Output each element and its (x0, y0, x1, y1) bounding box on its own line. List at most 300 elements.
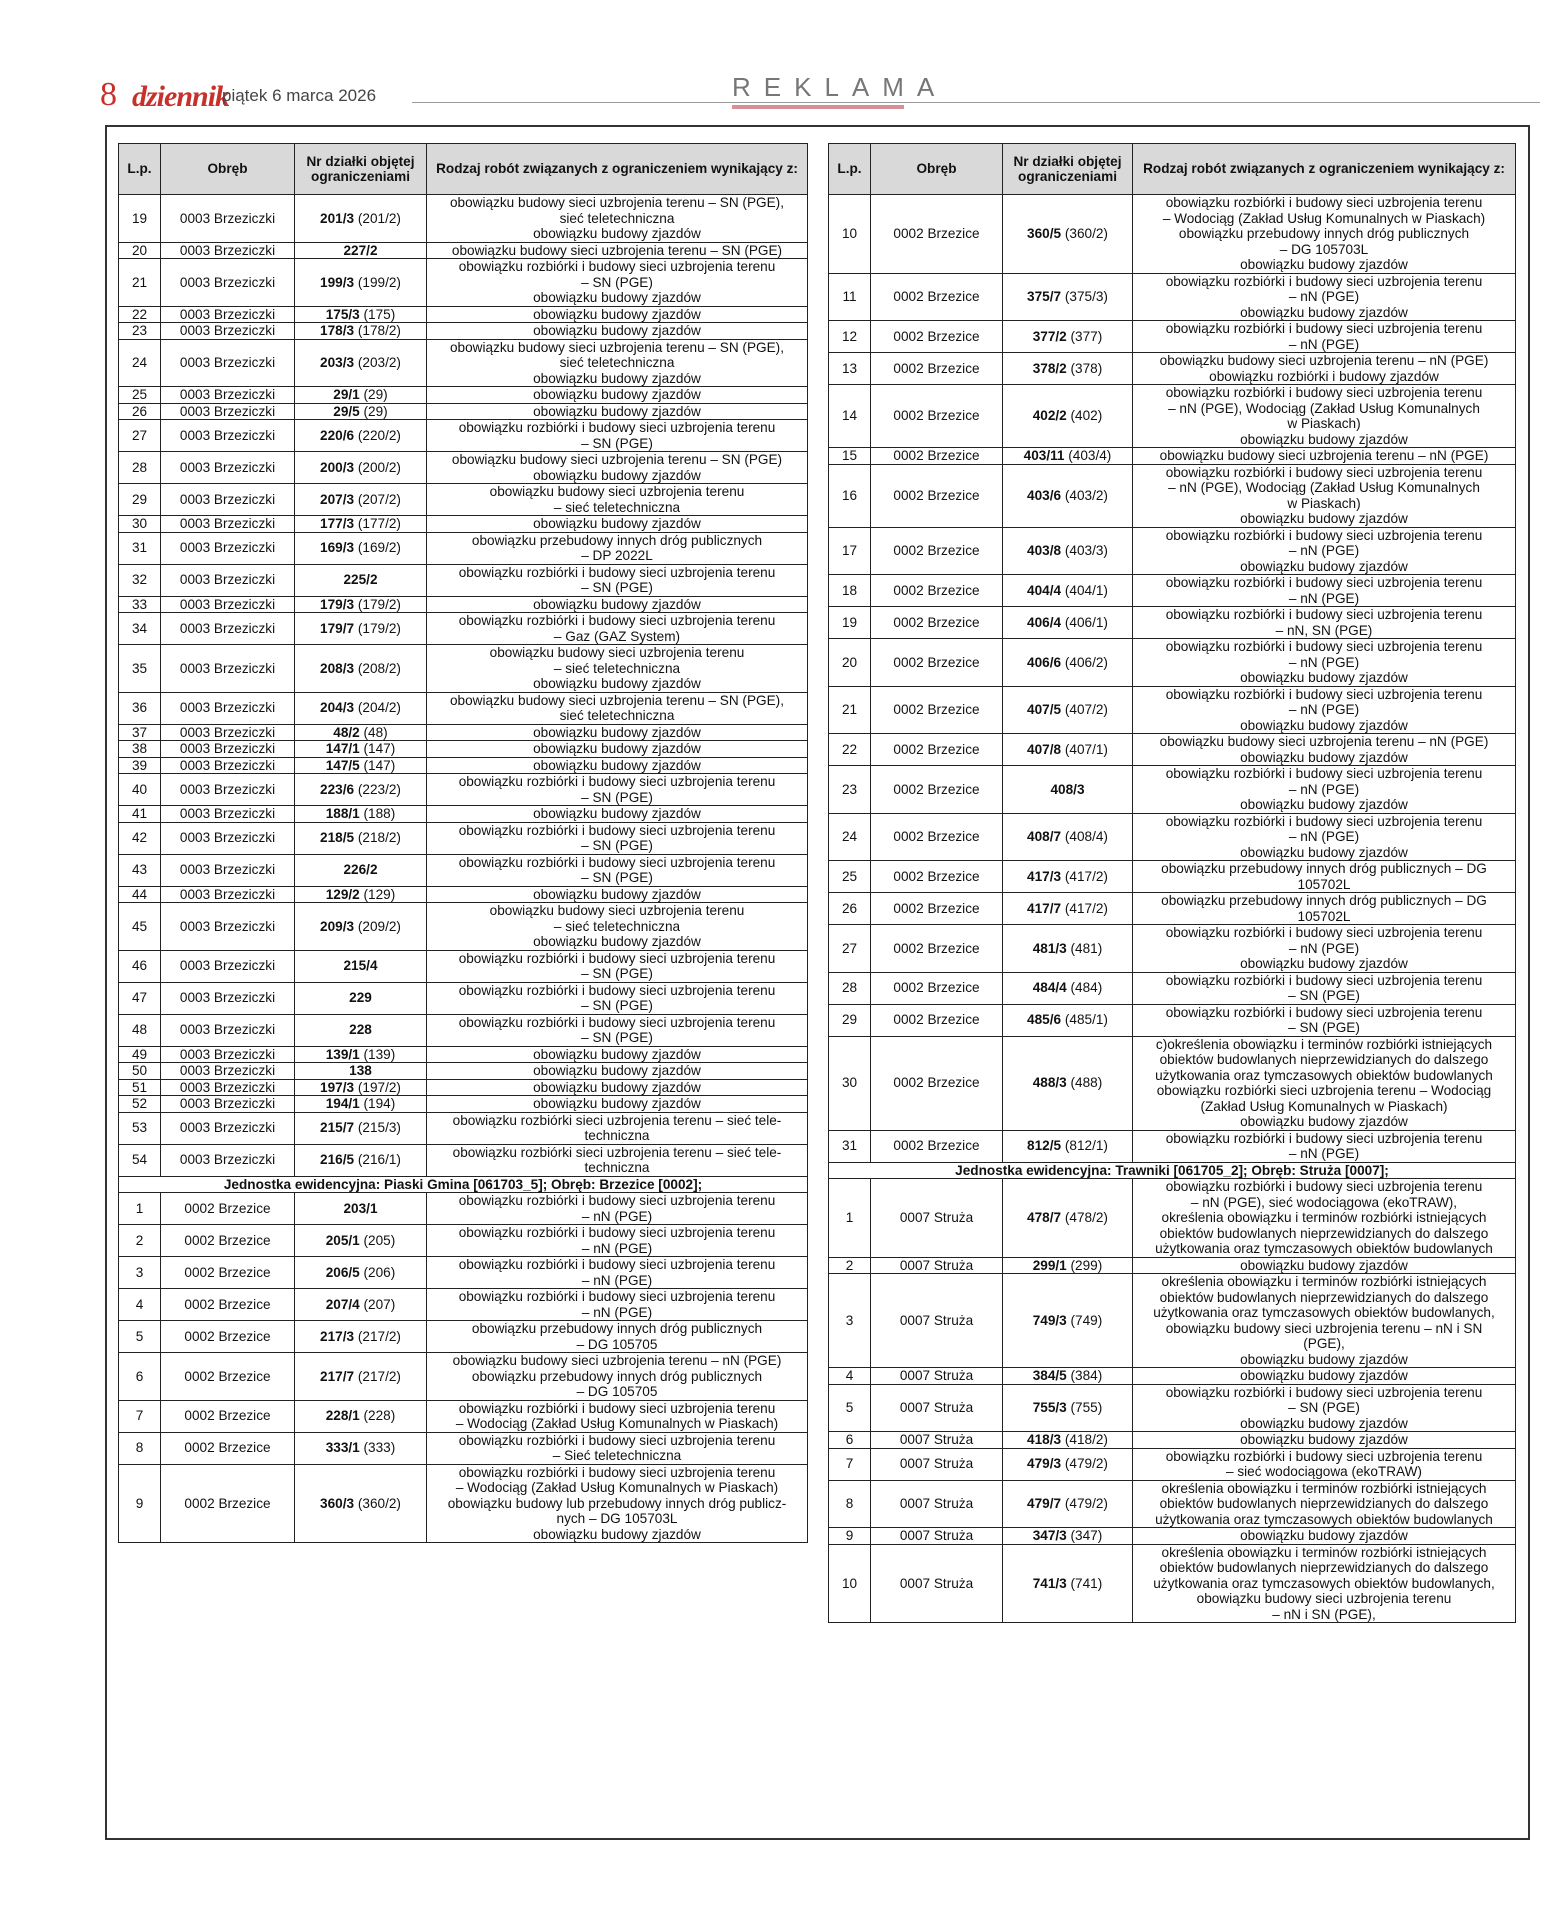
cell-nr (295, 1144, 427, 1176)
parcel-old-number: (418/2) (1064, 1432, 1108, 1447)
cell-obreb: 0007 Struża (871, 1432, 1003, 1449)
cell-obreb: 0003 Brzeziczki (161, 306, 295, 323)
cell-rodzaj: obowiązku rozbiórki i budowy sieci uzbrojenia terenu – nN (PGE) obowiązku budowy zjazdów (1133, 639, 1516, 687)
cell-rodzaj: obowiązku budowy zjazdów (1133, 1257, 1516, 1274)
cell-obreb: 0002 Brzezice (871, 813, 1003, 861)
cell-lp: 14 (829, 385, 871, 448)
parcel-old-number: (199/2) (357, 274, 401, 290)
cell-nr (1003, 273, 1133, 321)
parcel-number: 225/2 (343, 572, 378, 588)
cell-lp: 43 (119, 854, 161, 886)
cell-nr (1003, 1004, 1133, 1036)
cell-rodzaj: obowiązku rozbiórki i budowy sieci uzbrojenia terenu – nN, SN (PGE) (1133, 607, 1516, 639)
cell-nr (1003, 1384, 1133, 1432)
cell-lp: 1 (829, 1179, 871, 1258)
table-row (119, 1289, 808, 1321)
cell-rodzaj: obowiązku przebudowy innych dróg publicznych – DG 105702L (1133, 861, 1516, 893)
cell-nr (295, 596, 427, 613)
table-row (829, 1544, 1516, 1623)
parcel-number: 203/1 (343, 1200, 378, 1216)
parcel-number: 203/3 (320, 355, 355, 370)
cell-nr (1003, 575, 1133, 607)
cell-rodzaj: obowiązku budowy sieci uzbrojenia terenu – SN (PGE) obowiązku budowy zjazdów (427, 452, 808, 484)
parcel-old-number: (228) (363, 1408, 396, 1424)
cell-rodzaj: obowiązku budowy zjazdów (427, 403, 808, 420)
cell-obreb: 0007 Struża (871, 1274, 1003, 1368)
table-row (829, 1274, 1516, 1368)
parcel-old-number: (201/2) (357, 210, 401, 226)
table-row (829, 639, 1516, 687)
cell-rodzaj: obowiązku rozbiórki i budowy sieci uzbrojenia terenu – SN (PGE) (427, 774, 808, 806)
cell-nr (295, 1257, 427, 1289)
cell-obreb: 0002 Brzezice (871, 448, 1003, 465)
parcel-old-number: (216/1) (357, 1152, 401, 1168)
parcel-number: 228/1 (325, 1408, 360, 1424)
parcel-number: 216/5 (320, 1152, 355, 1168)
cell-rodzaj: obowiązku rozbiórki i budowy sieci uzbrojenia terenu – Wodociąg (Zakład Usług Komunalnych w Piaskach) obowiązku budowy lub przebudowy innych dróg publicz- nych – DG 105703L obowiązku budowy zjazdów (427, 1464, 808, 1543)
parcel-old-number: (178/2) (357, 323, 401, 338)
cell-lp: 15 (829, 448, 871, 465)
cell-rodzaj: obowiązku budowy zjazdów (427, 757, 808, 774)
cell-lp: 16 (829, 464, 871, 527)
parcel-number: 418/3 (1027, 1432, 1062, 1447)
cell-nr (1003, 1257, 1133, 1274)
parcel-number: 220/6 (320, 427, 355, 443)
table-row (119, 982, 808, 1014)
cell-lp: 20 (119, 242, 161, 259)
cell-obreb: 0003 Brzeziczki (161, 1096, 295, 1113)
parcel-number: 199/3 (320, 274, 355, 290)
parcel-number: 360/5 (1027, 226, 1062, 241)
cell-lp: 37 (119, 724, 161, 741)
cell-obreb: 0003 Brzeziczki (161, 195, 295, 243)
parcel-old-number: (488) (1070, 1075, 1103, 1091)
cell-obreb: 0002 Brzezice (871, 464, 1003, 527)
cell-obreb: 0003 Brzeziczki (161, 1079, 295, 1096)
table-row (829, 1432, 1516, 1449)
parcel-number: 197/3 (320, 1079, 355, 1095)
parcel-old-number: (484) (1070, 980, 1103, 996)
parcel-number: 478/7 (1027, 1210, 1062, 1225)
parcel-number: 403/8 (1027, 543, 1062, 558)
table-row (119, 242, 808, 259)
cell-obreb: 0007 Struża (871, 1179, 1003, 1258)
cell-lp: 31 (119, 532, 161, 564)
parcel-number: 403/6 (1027, 487, 1062, 503)
cell-obreb: 0002 Brzezice (871, 575, 1003, 607)
table-row (829, 527, 1516, 575)
parcel-old-number: (217/2) (357, 1368, 401, 1384)
cell-rodzaj: obowiązku budowy sieci uzbrojenia terenu – nN (PGE) obowiązku rozbiórki i budowy zjazdów (1133, 353, 1516, 385)
section-label: REKLAMA (732, 72, 948, 102)
cell-rodzaj: obowiązku budowy zjazdów (427, 741, 808, 758)
cell-lp: 8 (119, 1432, 161, 1464)
cell-lp: 20 (829, 639, 871, 687)
cell-obreb: 0007 Struża (871, 1384, 1003, 1432)
parcel-number: 175/3 (325, 306, 360, 322)
parcel-number: 218/5 (320, 830, 355, 846)
parcel-number: 227/2 (343, 242, 378, 258)
parcel-number: 484/4 (1032, 980, 1067, 996)
table-row (119, 1464, 808, 1543)
parcels-table-left (118, 143, 808, 1543)
parcel-number: 48/2 (333, 724, 360, 740)
cell-obreb: 0003 Brzeziczki (161, 645, 295, 693)
cell-rodzaj: obowiązku budowy zjazdów (427, 1063, 808, 1080)
table-body-left (119, 195, 808, 1543)
cell-rodzaj: obowiązku budowy sieci uzbrojenia terenu – SN (PGE) (427, 242, 808, 259)
parcel-old-number: (407/1) (1064, 741, 1108, 757)
cell-lp: 39 (119, 757, 161, 774)
cell-rodzaj: określenia obowiązku i terminów rozbiórki istniejących obiektów budowlanych nieprzewidzianych do dalszego użytkowania oraz tymczasowych obiektów budowlanych, obowiązku budowy sieci uzbrojenia terenu – nN i SN (PGE), (1133, 1544, 1516, 1623)
cell-nr (295, 323, 427, 340)
cell-lp: 49 (119, 1046, 161, 1063)
cell-nr (1003, 925, 1133, 973)
table-row (119, 1046, 808, 1063)
cell-obreb: 0003 Brzeziczki (161, 242, 295, 259)
cell-rodzaj: obowiązku rozbiórki sieci uzbrojenia terenu – sieć tele- techniczna (427, 1112, 808, 1144)
cell-nr (295, 452, 427, 484)
section-heading: Jednostka ewidencyjna: Piaski Gmina [061703_5]; Obręb: Brzezice [0002]; (119, 1176, 808, 1193)
table-row (119, 886, 808, 903)
cell-nr (295, 806, 427, 823)
cell-lp: 54 (119, 1144, 161, 1176)
cell-nr (1003, 321, 1133, 353)
parcel-old-number: (203/2) (357, 355, 401, 370)
parcel-old-number: (406/1) (1064, 614, 1108, 630)
table-row (829, 734, 1516, 766)
cell-obreb: 0003 Brzeziczki (161, 822, 295, 854)
cell-lp: 17 (829, 527, 871, 575)
cell-rodzaj: obowiązku rozbiórki i budowy sieci uzbrojenia terenu – nN (PGE) (1133, 575, 1516, 607)
table-row (119, 854, 808, 886)
parcel-old-number: (209/2) (357, 918, 401, 934)
parcel-number: 129/2 (325, 886, 360, 902)
cell-lp: 30 (829, 1036, 871, 1130)
table-row (119, 1400, 808, 1432)
parcel-number: 215/4 (343, 958, 378, 974)
parcel-number: 188/1 (325, 806, 360, 821)
cell-rodzaj: obowiązku budowy sieci uzbrojenia terenu – sieć teletechniczna obowiązku budowy zjazdów (427, 645, 808, 693)
parcel-number: 403/11 (1023, 448, 1065, 463)
cell-rodzaj: obowiązku budowy sieci uzbrojenia terenu – nN (PGE) obowiązku przebudowy innych dróg publicznych – DG 105705 (427, 1353, 808, 1401)
cell-nr (295, 692, 427, 724)
parcel-old-number: (175) (363, 306, 396, 322)
col-nr: Nr działki objętej ograniczeniami (295, 144, 427, 195)
section-underline (732, 105, 904, 109)
cell-nr (295, 1353, 427, 1401)
table-row (119, 1079, 808, 1096)
parcel-number: 479/7 (1027, 1496, 1062, 1511)
cell-obreb: 0002 Brzezice (871, 353, 1003, 385)
cell-rodzaj: obowiązku budowy sieci uzbrojenia terenu – SN (PGE), sieć teletechniczna (427, 692, 808, 724)
parcel-old-number: (360/2) (1064, 226, 1108, 241)
cell-lp: 6 (829, 1432, 871, 1449)
cell-nr (295, 1321, 427, 1353)
cell-obreb: 0003 Brzeziczki (161, 1014, 295, 1046)
table-row (119, 1257, 808, 1289)
parcel-number: 29/5 (333, 403, 360, 419)
col-nr: Nr działki objętej ograniczeniami (1003, 144, 1133, 195)
table-row (119, 596, 808, 613)
parcel-number: 217/3 (320, 1328, 355, 1344)
cell-obreb: 0003 Brzeziczki (161, 741, 295, 758)
cell-nr (295, 741, 427, 758)
table-row (119, 1014, 808, 1046)
parcel-number: 360/3 (320, 1495, 355, 1511)
cell-lp: 21 (829, 686, 871, 734)
table-row (119, 806, 808, 823)
cell-nr (295, 854, 427, 886)
cell-rodzaj: obowiązku rozbiórki i budowy sieci uzbrojenia terenu – SN (PGE) (427, 564, 808, 596)
cell-lp: 52 (119, 1096, 161, 1113)
parcel-number: 347/3 (1032, 1528, 1067, 1543)
cell-rodzaj: c)określenia obowiązku i terminów rozbiórki istniejących obiektów budowlanych nieprzewidzianych do dalszego użytkowania oraz tymczasowych obiektów budowlanych obowiązku rozbiórki sieci uzbrojenia terenu – Wodociąg (Zakład Usług Komunalnych w Piaskach) obowiązku budowy zjazdów (1133, 1036, 1516, 1130)
parcel-old-number: (478/2) (1064, 1210, 1108, 1225)
cell-rodzaj: obowiązku budowy zjazdów (427, 306, 808, 323)
section-row (119, 1176, 808, 1193)
cell-lp: 24 (829, 813, 871, 861)
cell-lp: 47 (119, 982, 161, 1014)
col-obreb: Obręb (871, 144, 1003, 195)
table-row (829, 273, 1516, 321)
cell-lp: 2 (119, 1225, 161, 1257)
cell-lp: 36 (119, 692, 161, 724)
table-body-right (829, 195, 1516, 1623)
parcel-old-number: (403/2) (1064, 487, 1108, 503)
cell-nr (1003, 639, 1133, 687)
parcel-old-number: (179/2) (357, 596, 401, 612)
table-row (829, 1448, 1516, 1480)
cell-nr (295, 1289, 427, 1321)
table-row (829, 893, 1516, 925)
cell-obreb: 0003 Brzeziczki (161, 516, 295, 533)
col-rodzaj: Rodzaj robót związanych z ograniczeniem wynikający z: (427, 144, 808, 195)
table-row (119, 1112, 808, 1144)
table-row (829, 385, 1516, 448)
col-lp: L.p. (119, 144, 161, 195)
cell-lp: 45 (119, 903, 161, 951)
cell-nr (295, 1432, 427, 1464)
table-row (829, 1130, 1516, 1162)
cell-obreb: 0002 Brzezice (871, 1004, 1003, 1036)
col-rodzaj: Rodzaj robót związanych z ograniczeniem wynikający z: (1133, 144, 1516, 195)
parcel-number: 417/7 (1027, 900, 1062, 916)
cell-nr (295, 259, 427, 307)
cell-lp: 2 (829, 1257, 871, 1274)
cell-rodzaj: obowiązku rozbiórki i budowy sieci uzbrojenia terenu – SN (PGE) (427, 420, 808, 452)
cell-nr (295, 886, 427, 903)
cell-rodzaj: obowiązku rozbiórki i budowy sieci uzbrojenia terenu – nN (PGE), sieć wodociągowa (ekoTRAW), określenia obowiązku i terminów rozbiórki istniejących obiektów budowlanych nieprzewidzianych do dalszego użytkowania oraz tymczasowych obiektów budowlanych (1133, 1179, 1516, 1258)
cell-nr (1003, 464, 1133, 527)
parcel-number: 749/3 (1032, 1312, 1067, 1328)
cell-obreb: 0002 Brzezice (871, 972, 1003, 1004)
cell-rodzaj: obowiązku rozbiórki i budowy sieci uzbrojenia terenu – Sieć teletechniczna (427, 1432, 808, 1464)
parcel-number: 741/3 (1032, 1575, 1067, 1591)
cell-lp: 27 (119, 420, 161, 452)
cell-lp: 8 (829, 1480, 871, 1528)
cell-nr (1003, 893, 1133, 925)
cell-obreb: 0002 Brzezice (871, 607, 1003, 639)
cell-obreb: 0002 Brzezice (161, 1257, 295, 1289)
cell-rodzaj: obowiązku budowy sieci uzbrojenia terenu – SN (PGE), sieć teletechniczna obowiązku budowy zjazdów (427, 339, 808, 387)
cell-nr (295, 1400, 427, 1432)
col-obreb: Obręb (161, 144, 295, 195)
cell-lp: 3 (119, 1257, 161, 1289)
cell-rodzaj: obowiązku rozbiórki i budowy sieci uzbrojenia terenu – sieć wodociągowa (ekoTRAW) (1133, 1448, 1516, 1480)
cell-lp: 9 (119, 1464, 161, 1543)
cell-lp: 40 (119, 774, 161, 806)
table-row (119, 516, 808, 533)
parcel-number: 375/7 (1027, 289, 1062, 304)
cell-obreb: 0002 Brzezice (161, 1400, 295, 1432)
parcel-old-number: (200/2) (357, 459, 401, 475)
parcel-number: 417/3 (1027, 868, 1062, 884)
cell-lp: 19 (119, 195, 161, 243)
parcel-number: 207/3 (320, 491, 355, 507)
cell-lp: 35 (119, 645, 161, 693)
table-row (829, 321, 1516, 353)
cell-obreb: 0003 Brzeziczki (161, 854, 295, 886)
table-row (829, 1480, 1516, 1528)
parcel-old-number: (403/3) (1064, 543, 1108, 558)
table-row (119, 1063, 808, 1080)
cell-nr (295, 403, 427, 420)
cell-lp: 4 (119, 1289, 161, 1321)
cell-rodzaj: obowiązku budowy zjazdów (427, 1079, 808, 1096)
parcel-number: 488/3 (1032, 1075, 1067, 1091)
cell-rodzaj: obowiązku rozbiórki i budowy sieci uzbrojenia terenu – nN (PGE) (427, 1257, 808, 1289)
parcel-old-number: (147) (363, 757, 396, 773)
cell-obreb: 0003 Brzeziczki (161, 774, 295, 806)
parcel-old-number: (417/2) (1064, 900, 1108, 916)
cell-rodzaj: obowiązku rozbiórki i budowy sieci uzbrojenia terenu – nN (PGE), Wodociąg (Zakład Usług Komunalnych w Piaskach) obowiązku budowy zjazdów (1133, 385, 1516, 448)
table-row (119, 452, 808, 484)
cell-nr (1003, 448, 1133, 465)
table-row (829, 575, 1516, 607)
parcel-number: 138 (349, 1063, 372, 1078)
cell-rodzaj: obowiązku budowy zjazdów (427, 1046, 808, 1063)
table-row (119, 420, 808, 452)
cell-obreb: 0003 Brzeziczki (161, 484, 295, 516)
cell-rodzaj: obowiązku budowy zjazdów (427, 596, 808, 613)
table-row (119, 774, 808, 806)
parcel-old-number: (139) (363, 1046, 396, 1062)
cell-lp: 42 (119, 822, 161, 854)
parcel-old-number: (417/2) (1064, 868, 1108, 884)
table-row (119, 1096, 808, 1113)
cell-nr (295, 1079, 427, 1096)
parcel-old-number: (207) (363, 1296, 396, 1312)
cell-obreb: 0003 Brzeziczki (161, 1144, 295, 1176)
cell-rodzaj: obowiązku budowy sieci uzbrojenia terenu – SN (PGE), sieć teletechniczna obowiązku budowy zjazdów (427, 195, 808, 243)
cell-nr (295, 1464, 427, 1543)
parcel-number: 812/5 (1027, 1138, 1062, 1154)
cell-lp: 29 (829, 1004, 871, 1036)
parcel-number: 377/2 (1032, 328, 1067, 344)
cell-lp: 53 (119, 1112, 161, 1144)
cell-nr (1003, 1544, 1133, 1623)
cell-obreb: 0003 Brzeziczki (161, 806, 295, 823)
cell-obreb: 0003 Brzeziczki (161, 259, 295, 307)
table-row (119, 724, 808, 741)
cell-obreb: 0002 Brzezice (871, 925, 1003, 973)
cell-rodzaj: obowiązku budowy zjazdów (427, 724, 808, 741)
cell-nr (295, 420, 427, 452)
parcel-number: 194/1 (325, 1096, 360, 1111)
parcel-number: 481/3 (1032, 940, 1067, 956)
cell-rodzaj: określenia obowiązku i terminów rozbiórki istniejących obiektów budowlanych nieprzewidzianych do dalszego użytkowania oraz tymczasowych obiektów budowlanych (1133, 1480, 1516, 1528)
parcel-number: 206/5 (325, 1264, 360, 1280)
table-row (119, 692, 808, 724)
cell-lp: 23 (119, 323, 161, 340)
cell-nr (295, 195, 427, 243)
parcel-number: 228 (349, 1022, 372, 1038)
cell-nr (295, 1193, 427, 1225)
cell-lp: 46 (119, 950, 161, 982)
cell-lp: 22 (119, 306, 161, 323)
parcel-number: 139/1 (325, 1046, 360, 1062)
parcel-old-number: (479/2) (1064, 1456, 1108, 1472)
table-row (119, 1432, 808, 1464)
parcel-old-number: (207/2) (357, 491, 401, 507)
cell-rodzaj: obowiązku rozbiórki i budowy sieci uzbrojenia terenu – nN (PGE) obowiązku budowy zjazdów (1133, 813, 1516, 861)
cell-lp: 13 (829, 353, 871, 385)
cell-lp: 11 (829, 273, 871, 321)
cell-obreb: 0003 Brzeziczki (161, 757, 295, 774)
cell-obreb: 0003 Brzeziczki (161, 564, 295, 596)
table-row (119, 903, 808, 951)
parcel-old-number: (384) (1070, 1368, 1103, 1383)
parcel-number: 207/4 (325, 1296, 360, 1312)
cell-lp: 12 (829, 321, 871, 353)
parcel-number: 200/3 (320, 459, 355, 475)
cell-lp: 23 (829, 766, 871, 814)
cell-lp: 9 (829, 1528, 871, 1545)
parcel-old-number: (812/1) (1064, 1138, 1108, 1154)
parcel-number: 147/5 (325, 757, 360, 773)
parcel-number: 407/8 (1027, 741, 1062, 757)
parcel-number: 479/3 (1027, 1456, 1062, 1472)
table-row (119, 950, 808, 982)
cell-lp: 44 (119, 886, 161, 903)
cell-rodzaj: określenia obowiązku i terminów rozbiórki istniejących obiektów budowlanych nieprzewidzianych do dalszego użytkowania oraz tymczasowych obiektów budowlanych, obowiązku budowy sieci uzbrojenia terenu – nN i SN (PGE), obowiązku budowy zjazdów (1133, 1274, 1516, 1368)
cell-nr (295, 339, 427, 387)
parcel-old-number: (217/2) (357, 1328, 401, 1344)
table-row (119, 757, 808, 774)
parcel-old-number: (749) (1070, 1312, 1103, 1328)
cell-nr (1003, 861, 1133, 893)
cell-lp: 32 (119, 564, 161, 596)
cell-lp: 28 (829, 972, 871, 1004)
cell-rodzaj: obowiązku rozbiórki i budowy sieci uzbrojenia terenu – nN (PGE) (427, 1289, 808, 1321)
parcel-number: 179/3 (320, 596, 355, 612)
table-row (119, 403, 808, 420)
cell-lp: 30 (119, 516, 161, 533)
cell-nr (1003, 607, 1133, 639)
table-row (829, 861, 1516, 893)
parcel-number: 402/2 (1032, 408, 1067, 424)
cell-rodzaj: obowiązku budowy sieci uzbrojenia terenu – nN (PGE) obowiązku budowy zjazdów (1133, 734, 1516, 766)
cell-lp: 26 (829, 893, 871, 925)
parcel-number: 205/1 (325, 1232, 360, 1248)
cell-nr (1003, 1480, 1133, 1528)
cell-obreb: 0002 Brzezice (871, 639, 1003, 687)
cell-obreb: 0002 Brzezice (871, 1036, 1003, 1130)
parcel-old-number: (347) (1070, 1528, 1103, 1543)
cell-lp: 7 (829, 1448, 871, 1480)
table-row (119, 1144, 808, 1176)
